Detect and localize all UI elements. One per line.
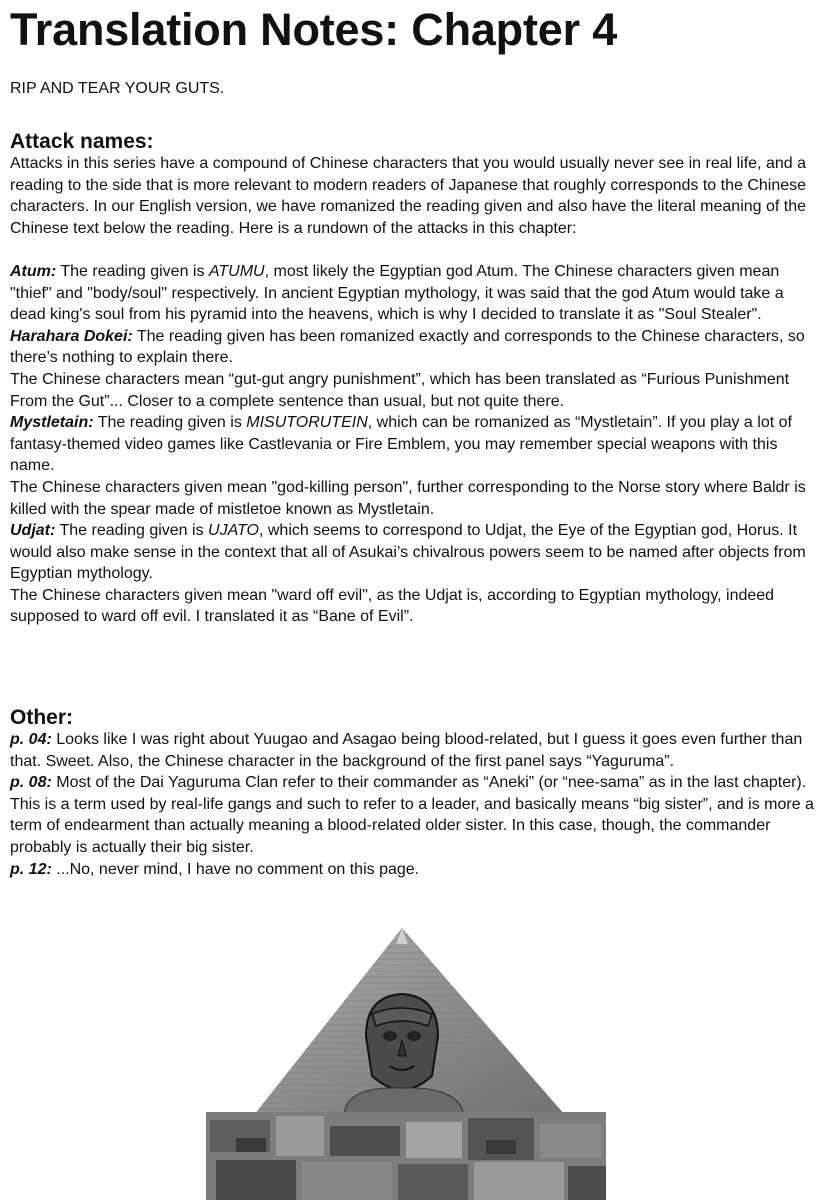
mystletain-meaning: The Chinese characters given mean "god-killing person", further corresponding to the Norse story where Baldr is killed with the spear made of mistletoe known as Mystletain. [10,478,806,518]
udjat-reading: UJATO [208,522,259,540]
note-p08 [10,772,820,858]
note-text: Most of the Dai Yaguruma Clan refer to their commander as “Aneki” (or “nee-sama” as in the last chapter). This is a term used by real-life gangs and such to refer to a leader, and basically means “big sister”, and is more a term of endearment than actually meaning a blood-related older sister. In this case, though, the commander probably is actually their big sister. [10,774,814,856]
udjat-text-b: , which seems to correspond to Udjat, the Eye of the Egyptian god, Horus. It would also make sense in the context that all of Asukai’s chivalrous powers seem to be named after objects from Egyptian mythology. [10,522,806,583]
other-heading: Other: [10,706,73,729]
atum-text-b: , most likely the Egyptian god Atum. The Chinese characters given mean "thief" and "body/soul" respectively. In ancient Egyptian mythology, it was said that the god Atum would take a dead king's soul from his pyramid into the heavens, which is why I decided to translate it as "Soul Stealer". [10,262,784,324]
harahara-text: The reading given has been romanized exactly and corresponds to the Chinese characters, so there’s nothing to explain there. [10,327,805,367]
attack-intro: Attacks in this series have a compound of Chinese characters that you would usually never see in real life, and a reading to the side that is more relevant to modern readers of Japanese that roughly corresponds to the Chinese characters. In our English version, we have romanized the reading given and also have the literal meaning of the Chinese text below the reading. Here is a rundown of the attacks in this chapter: [10,155,807,237]
attack-names-section [10,131,820,628]
attack-names-heading: Attack names: [10,130,154,153]
note-text: Looks like I was right about Yuugao and Asagao being blood-related, but I guess it goes even further than that. Sweet. Also, the Chinese character in the background of the first panel says “Yaguruma”. [10,731,803,770]
mystletain-term: Mystletain: [10,414,94,432]
harahara-term: Harahara Dokei: [10,327,133,345]
mystletain-reading: MISUTORUTEIN [246,414,368,432]
sphinx-head [366,994,438,1090]
atum-term: Atum: [10,262,57,280]
note-page-label: p. 04: [10,731,52,748]
page-title: Translation Notes: Chapter 4 [10,4,618,55]
atum-text-a: The reading given is [56,262,209,280]
mystletain-entry [10,412,820,477]
harahara-meaning: The Chinese characters mean “gut-gut angry punishment”, which has been translated as “Furious Punishment From the Gut”... Closer to a complete sentence than usual, but not quite there. [10,370,790,410]
tagline: RIP AND TEAR YOUR GUTS. [10,80,225,97]
harahara-entry [10,326,820,369]
pyramid-sphinx-illustration [206,926,606,1200]
udjat-meaning: The Chinese characters given mean "ward off evil", as the Udjat is, according to Egyptian mythology, indeed supposed to ward off evil. I translated it as “Bane of Evil”. [10,586,775,626]
atum-reading: ATUMU [208,262,265,280]
udjat-entry [10,520,820,585]
note-text: ...No, never mind, I have no comment on this page. [51,860,420,878]
udjat-text-a: The reading given is [55,522,209,540]
note-page-label: p. 12: [10,860,52,878]
mystletain-text-b: , which can be romanized as “Mystletain”. If you play a lot of fantasy-themed video games like Castlevania or Fire Emblem, you may remember special weapons with this name. [10,414,792,475]
note-page-label: p. 08: [10,774,52,792]
stone-rubble [206,1112,606,1200]
mystletain-text-a: The reading given is [93,414,247,432]
spacer [10,239,820,261]
other-section [10,707,820,880]
note-p04 [10,729,820,772]
note-p12 [10,859,820,881]
atum-entry [10,261,820,326]
udjat-term: Udjat: [10,522,56,540]
